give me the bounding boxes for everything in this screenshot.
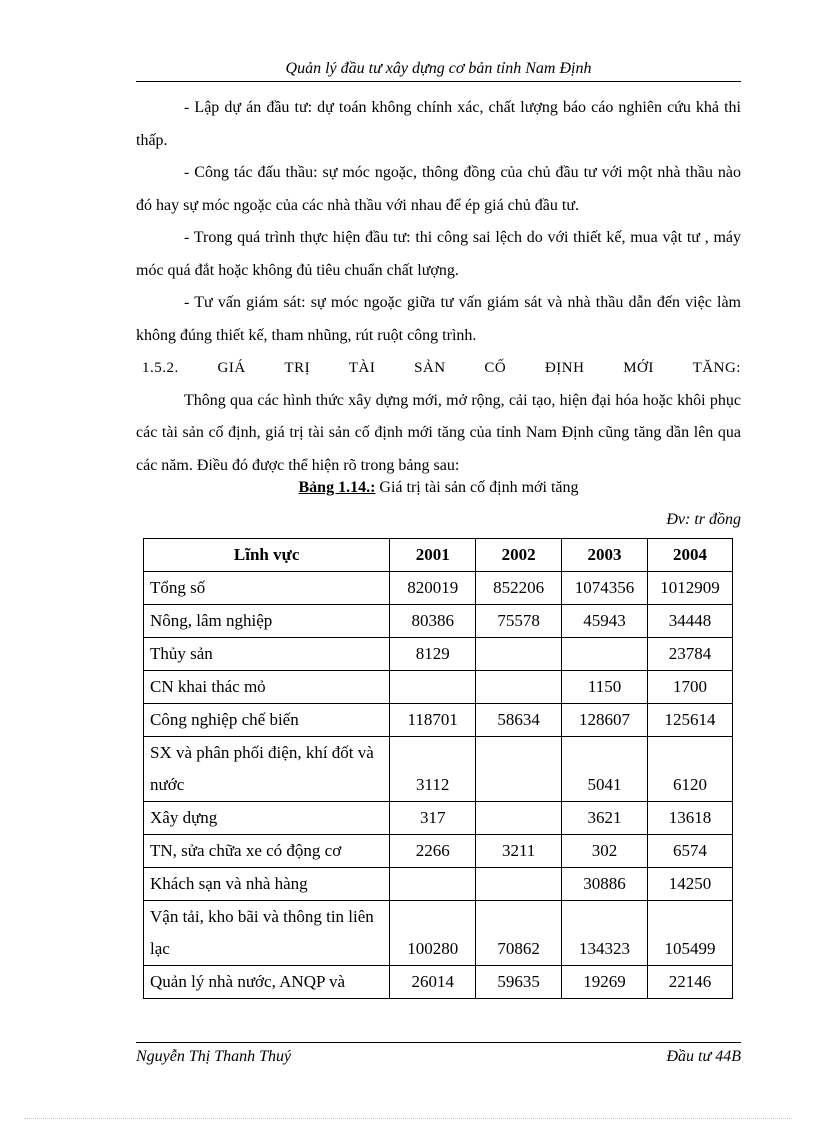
row-label: TN, sửa chữa xe có động cơ — [144, 835, 390, 868]
cell-value: 23784 — [648, 638, 733, 671]
table-row — [144, 966, 733, 999]
table-header-row — [144, 539, 733, 572]
cell-value: 820019 — [390, 572, 476, 605]
cell-value — [476, 868, 562, 901]
table-row — [144, 737, 733, 802]
row-label: SX và phân phối điện, khí đốt và nước — [144, 737, 390, 802]
section-word: MỚI — [623, 360, 654, 376]
cell-value: 26014 — [390, 966, 476, 999]
section-word: TRỊ — [284, 360, 311, 376]
paragraph-project-planning: - Lập dự án đầu tư: dự toán không chính xác, chất lượng báo cáo nghiên cứu khả thi thấp. — [136, 99, 741, 149]
cell-value — [476, 737, 562, 802]
column-header-sector: Lĩnh vực — [144, 539, 390, 572]
page-header: Quản lý đầu tư xây dựng cơ bản tỉnh Nam Định — [136, 58, 741, 82]
cell-value: 19269 — [562, 966, 648, 999]
paragraph-supervision: - Tư vấn giám sát: sự móc ngoặc giữa tư vấn giám sát và nhà thầu dẫn đến việc làm không đúng thiết kế, tham nhũng, rút ruột công trình. — [136, 294, 741, 344]
table-row — [144, 802, 733, 835]
table-row — [144, 572, 733, 605]
table-row — [144, 868, 733, 901]
paragraph-intro: Thông qua các hình thức xây dựng mới, mở rộng, cải tạo, hiện đại hóa hoặc khôi phục các tài sản cố định, giá trị tài sản cố định mới tăng của tỉnh Nam Định cũng tăng dần lên qua các năm. Điều đó được thể hiện rõ trong bảng sau: — [136, 391, 741, 474]
cell-value: 125614 — [648, 704, 733, 737]
footer-class: Đầu tư 44B — [666, 1048, 741, 1065]
cell-value — [476, 671, 562, 704]
cell-value: 45943 — [562, 605, 648, 638]
table-row — [144, 671, 733, 704]
cell-value: 3112 — [390, 737, 476, 802]
table-row — [144, 638, 733, 671]
cell-value: 30886 — [562, 868, 648, 901]
section-heading — [136, 352, 741, 385]
cell-value: 34448 — [648, 605, 733, 638]
row-label: Thủy sản — [144, 638, 390, 671]
column-header-2003: 2003 — [562, 539, 648, 572]
table-unit: Đv: tr đồng — [666, 511, 741, 528]
page-footer — [136, 1042, 741, 1068]
cell-value: 22146 — [648, 966, 733, 999]
cell-value — [562, 638, 648, 671]
section-word: SẢN — [414, 360, 446, 376]
column-header-2004: 2004 — [648, 539, 733, 572]
cell-value: 14250 — [648, 868, 733, 901]
footer-author: Nguyễn Thị Thanh Thuý — [136, 1048, 292, 1065]
cell-value: 1074356 — [562, 572, 648, 605]
cell-value: 1700 — [648, 671, 733, 704]
cell-value: 317 — [390, 802, 476, 835]
cell-value: 134323 — [562, 901, 648, 966]
row-label: Khách sạn và nhà hàng — [144, 868, 390, 901]
cell-value: 1150 — [562, 671, 648, 704]
cell-value: 1012909 — [648, 572, 733, 605]
cell-value: 302 — [562, 835, 648, 868]
asset-value-table — [143, 538, 733, 999]
cell-value: 105499 — [648, 901, 733, 966]
row-label: Xây dựng — [144, 802, 390, 835]
table-caption — [136, 476, 741, 500]
section-word: GIÁ — [217, 360, 246, 376]
cell-value: 6574 — [648, 835, 733, 868]
cell-value — [390, 868, 476, 901]
cell-value: 128607 — [562, 704, 648, 737]
cell-value: 3621 — [562, 802, 648, 835]
section-word: ĐỊNH — [544, 360, 585, 376]
column-header-2002: 2002 — [476, 539, 562, 572]
section-word: CỐ — [484, 360, 507, 376]
cell-value: 2266 — [390, 835, 476, 868]
cell-value: 75578 — [476, 605, 562, 638]
cell-value: 13618 — [648, 802, 733, 835]
paragraph-bidding: - Công tác đấu thầu: sự móc ngoặc, thông đồng của chủ đầu tư với một nhà thầu nào đó hay sự móc ngoặc của các nhà thầu với nhau để ép giá chủ đầu tư. — [136, 164, 741, 214]
body-text — [136, 92, 741, 482]
section-word: TÀI — [348, 360, 376, 376]
table-row — [144, 704, 733, 737]
cell-value: 58634 — [476, 704, 562, 737]
row-label: CN khai thác mỏ — [144, 671, 390, 704]
table-caption-text: Giá trị tài sản cố định mới tăng — [375, 479, 579, 496]
table-row — [144, 901, 733, 966]
table-row — [144, 835, 733, 868]
cell-value: 118701 — [390, 704, 476, 737]
cell-value: 3211 — [476, 835, 562, 868]
paragraph-implementation: - Trong quá trình thực hiện đầu tư: thi công sai lệch do với thiết kế, mua vật tư , máy móc quá đắt hoặc không đủ tiêu chuẩn chất lượng. — [136, 229, 741, 279]
row-label: Tổng số — [144, 572, 390, 605]
cell-value: 852206 — [476, 572, 562, 605]
cell-value: 80386 — [390, 605, 476, 638]
cell-value: 100280 — [390, 901, 476, 966]
cell-value — [390, 671, 476, 704]
row-label: Nông, lâm nghiệp — [144, 605, 390, 638]
table-caption-label: Bảng 1.14.: — [298, 479, 376, 496]
table-row — [144, 605, 733, 638]
cell-value: 8129 — [390, 638, 476, 671]
section-word: TĂNG: — [692, 360, 741, 376]
cell-value: 6120 — [648, 737, 733, 802]
cell-value: 70862 — [476, 901, 562, 966]
section-number: 1.5.2. — [142, 360, 179, 376]
row-label: Công nghiệp chế biến — [144, 704, 390, 737]
page-edge-divider — [24, 1118, 792, 1119]
cell-value — [476, 802, 562, 835]
cell-value: 59635 — [476, 966, 562, 999]
cell-value: 5041 — [562, 737, 648, 802]
row-label: Vận tải, kho bãi và thông tin liên lạc — [144, 901, 390, 966]
row-label: Quản lý nhà nước, ANQP và — [144, 966, 390, 999]
cell-value — [476, 638, 562, 671]
column-header-2001: 2001 — [390, 539, 476, 572]
